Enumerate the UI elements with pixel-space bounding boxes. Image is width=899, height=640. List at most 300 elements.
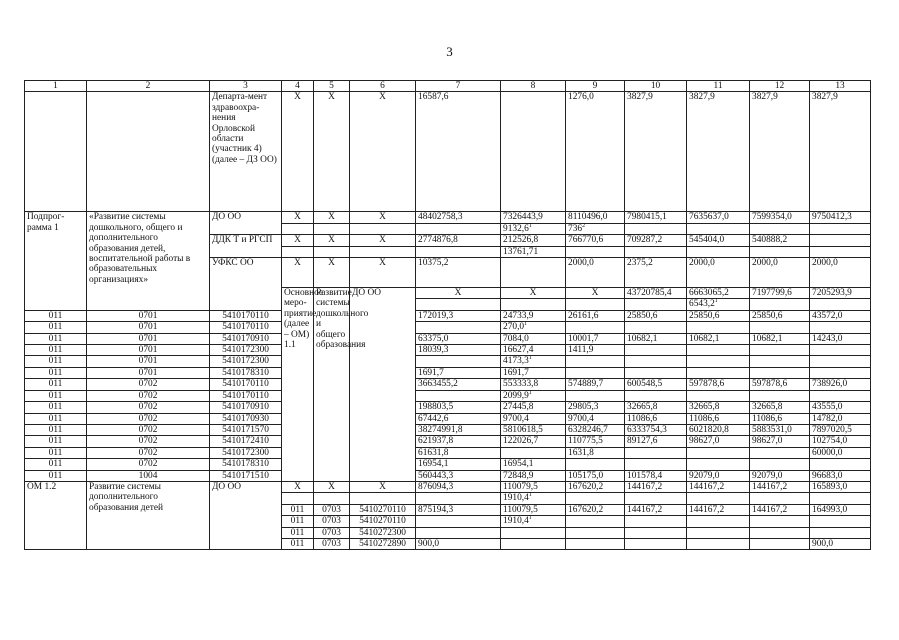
- cell-c8: [501, 322, 566, 333]
- cell-c11: [687, 538, 750, 549]
- cell-c13: 7897020,5: [810, 424, 871, 435]
- cell-c4: Х: [282, 92, 314, 212]
- column-header: 13: [810, 81, 871, 92]
- cell-c10: [625, 493, 687, 504]
- om12-code: ОМ 1.2: [25, 481, 87, 549]
- cell-c5: [314, 223, 350, 234]
- column-header: 1: [25, 81, 87, 92]
- cell-c4: Х: [416, 288, 501, 299]
- cell-c5: 0703: [314, 538, 350, 549]
- cell-c7: 876094,3: [416, 481, 501, 492]
- cell-c12: [750, 527, 810, 538]
- cell-c8: [501, 390, 566, 401]
- cell-c6: 5410172300: [210, 345, 282, 356]
- cell-c11: 6021820,8: [687, 424, 750, 435]
- cell-c4: Х: [282, 258, 314, 288]
- table-row: [25, 345, 871, 356]
- cell-c13: 164993,0: [810, 504, 871, 515]
- cell-c13: [810, 493, 871, 504]
- cell-c8: 9700,4: [501, 413, 566, 424]
- cell-c10: [625, 516, 687, 527]
- footnote-marker: 1: [528, 389, 532, 396]
- cell-c13: [810, 390, 871, 401]
- cell-c5: 0702: [87, 436, 210, 447]
- table-row: [25, 333, 871, 344]
- cell-c8: 1691,7: [501, 367, 566, 378]
- cell-c11: 545404,0: [687, 235, 750, 246]
- om11-code: Основное меро-приятие (далее – ОМ) 1.1: [282, 288, 314, 482]
- cell-c5: Х: [314, 212, 350, 223]
- column-header: 10: [625, 81, 687, 92]
- cell-c8: [501, 493, 566, 504]
- cell-c13: [810, 246, 871, 257]
- cell-c5: 0702: [87, 390, 210, 401]
- cell-c4: [282, 493, 314, 504]
- cell-c11: [687, 345, 750, 356]
- cell-c8: [501, 356, 566, 367]
- footnote-marker: 1: [714, 298, 718, 305]
- cell-c6: 5410171570: [210, 424, 282, 435]
- cell-c12: 2000,0: [750, 258, 810, 288]
- cell-c6: 5410170110: [210, 310, 282, 321]
- cell-c11: 32665,8: [687, 402, 750, 413]
- cell-c10: 11086,6: [625, 413, 687, 424]
- cell-c9: 1631,8: [566, 447, 625, 458]
- cell-c12: 11086,6: [750, 413, 810, 424]
- cell-c5: 0701: [87, 310, 210, 321]
- cell-c5: 0702: [87, 447, 210, 458]
- cell-c4: 011: [25, 333, 87, 344]
- table-body: [25, 81, 871, 550]
- cell-c10: 2375,2: [625, 258, 687, 288]
- cell-c10: 7980415,1: [625, 212, 687, 223]
- cell-c13: 738926,0: [810, 379, 871, 390]
- cell-c7: [416, 390, 501, 401]
- budget-table: [24, 80, 871, 550]
- cell-c4: 011: [25, 447, 87, 458]
- cell-c12: 32665,8: [750, 402, 810, 413]
- cell-c13: [810, 345, 871, 356]
- cell-c7: 16587,6: [416, 92, 501, 212]
- cell-c4: [282, 223, 314, 234]
- om12-name: Развитие системы дополнительного образования детей: [87, 481, 210, 549]
- cell-c9: 10001,7: [566, 333, 625, 344]
- cell-c12: [750, 459, 810, 470]
- cell-c12: [750, 447, 810, 458]
- table-row: [25, 310, 871, 321]
- cell-c8: [501, 516, 566, 527]
- cell-c10: [625, 459, 687, 470]
- cell-c11: [687, 527, 750, 538]
- cell-c5: 0703: [314, 504, 350, 515]
- cell-c8: [501, 538, 566, 549]
- om11-name: Развитие системы дошкольного и общего образования: [314, 288, 350, 482]
- cell-c9: [566, 223, 625, 234]
- cell-c8: 110079,5: [501, 481, 566, 492]
- cell-c5: 0702: [87, 402, 210, 413]
- cell-c5: Х: [314, 258, 350, 288]
- cell-c5: Х: [314, 92, 350, 212]
- cell-c4: 011: [282, 538, 314, 549]
- column-header: 8: [501, 81, 566, 92]
- footnote-marker: 1: [528, 355, 532, 362]
- cell-c13: [810, 235, 871, 246]
- cell-c7: 900,0: [416, 538, 501, 549]
- cell-c10: 10682,1: [625, 333, 687, 344]
- cell-c9: 2000,0: [566, 258, 625, 288]
- cell-c9: 574889,7: [566, 379, 625, 390]
- table-row: [25, 92, 871, 212]
- footnote-marker: 2: [582, 222, 586, 229]
- cell-c13: [810, 356, 871, 367]
- footnote-marker: 1: [528, 222, 532, 229]
- cell-value: 2099,9: [503, 390, 529, 401]
- cell-c13: [810, 527, 871, 538]
- cell-c6: 5410270110: [350, 504, 416, 515]
- cell-c12: 144167,2: [750, 481, 810, 492]
- cell-c5: 0703: [314, 516, 350, 527]
- cell-c9: [566, 322, 625, 333]
- column-header: 12: [750, 81, 810, 92]
- cell-c8: 5810618,5: [501, 424, 566, 435]
- cell-c6: [350, 493, 416, 504]
- cell-c13: 14782,0: [810, 413, 871, 424]
- cell-c10: [810, 299, 871, 310]
- cell-c7: 43720785,4: [625, 288, 687, 299]
- cell-c8: 7084,0: [501, 333, 566, 344]
- cell-c12: 540888,2: [750, 235, 810, 246]
- cell-c11: [687, 516, 750, 527]
- cell-c4: 011: [282, 504, 314, 515]
- cell-c4: 011: [282, 516, 314, 527]
- cell-c10: 89127,6: [625, 436, 687, 447]
- cell-c5: [314, 246, 350, 257]
- cell-value: 736: [568, 223, 583, 234]
- cell-c5: 0702: [87, 413, 210, 424]
- cell-c10: [625, 447, 687, 458]
- cell-c7: 621937,8: [416, 436, 501, 447]
- cell-c11: 144167,2: [687, 504, 750, 515]
- cell-c11: [687, 390, 750, 401]
- cell-c12: [750, 223, 810, 234]
- cell-c9: [566, 527, 625, 538]
- cell-c7: [416, 223, 501, 234]
- cell-c7: 61631,8: [416, 447, 501, 458]
- cell-c10: 32665,8: [625, 402, 687, 413]
- cell-c6: 5410170110: [210, 322, 282, 333]
- cell-c5: Х: [314, 235, 350, 246]
- cell-c9: 1411,9: [566, 345, 625, 356]
- cell-c9: 29805,3: [566, 402, 625, 413]
- cell-c7: 2774876,8: [416, 235, 501, 246]
- cell-c6: 5410272300: [350, 527, 416, 538]
- participant-dz: Департа-мент здравоохра-нения Орловской области (участник 4) (далее – ДЗ ОО): [210, 92, 282, 212]
- cell-c10: 144167,2: [625, 481, 687, 492]
- cell-c13: 3827,9: [810, 92, 871, 212]
- cell-c9: [566, 516, 625, 527]
- cell-c5: 0702: [87, 424, 210, 435]
- cell-c9: 766770,6: [566, 235, 625, 246]
- column-header: 2: [87, 81, 210, 92]
- participant-ddkt: ДДК Т и РГСП: [210, 235, 282, 258]
- cell-c13: 2000,0: [810, 258, 871, 288]
- cell-c12: [750, 390, 810, 401]
- cell-c6: 5410178310: [210, 367, 282, 378]
- cell-c10: 3827,9: [625, 92, 687, 212]
- cell-c12: 597878,6: [750, 379, 810, 390]
- table-row: [25, 413, 871, 424]
- column-header: 6: [350, 81, 416, 92]
- cell-c4: 011: [25, 379, 87, 390]
- cell-c7: 38274991,8: [416, 424, 501, 435]
- cell-c8: [501, 258, 566, 288]
- cell-c4: [416, 299, 501, 310]
- cell-value: 4173,3: [503, 356, 529, 367]
- cell-c4: 011: [282, 527, 314, 538]
- column-header: 5: [314, 81, 350, 92]
- cell-c5: 0702: [87, 459, 210, 470]
- cell-c9: [566, 493, 625, 504]
- table-row: [25, 390, 871, 401]
- table-row: [25, 379, 871, 390]
- cell-c6: 5410178310: [210, 459, 282, 470]
- participant-do: ДО ОО: [210, 212, 282, 235]
- cell-c13: 14243,0: [810, 333, 871, 344]
- cell-c10: [625, 356, 687, 367]
- table-row: [25, 367, 871, 378]
- cell-c8: 13761,71: [501, 246, 566, 257]
- cell-c11: 92079,0: [687, 470, 750, 481]
- cell-c8: 24733,9: [501, 310, 566, 321]
- cell-c4: Х: [282, 481, 314, 492]
- cell-c10: [625, 390, 687, 401]
- cell-c7: 67442,6: [416, 413, 501, 424]
- cell-c13: 60000,0: [810, 447, 871, 458]
- cell-c4: 011: [25, 322, 87, 333]
- cell-c9: 7197799,6: [750, 288, 810, 299]
- cell-c5: 0703: [314, 527, 350, 538]
- cell-c9: [566, 356, 625, 367]
- cell-c11: 597878,6: [687, 379, 750, 390]
- cell-c5: Х: [501, 288, 566, 299]
- cell-c5: 0702: [87, 379, 210, 390]
- cell-c11: 144167,2: [687, 481, 750, 492]
- cell-c8: 72848,9: [501, 470, 566, 481]
- cell-c12: [750, 538, 810, 549]
- cell-c11: [687, 322, 750, 333]
- cell-c12: 92079,0: [750, 470, 810, 481]
- cell-c8: 16954,1: [501, 459, 566, 470]
- cell-c13: 102754,0: [810, 436, 871, 447]
- column-header: 7: [416, 81, 501, 92]
- cell-c10: 709287,2: [625, 235, 687, 246]
- cell-c8: [501, 447, 566, 458]
- cell-c6: Х: [350, 235, 416, 246]
- cell-c11: [687, 459, 750, 470]
- cell-c5: 1004: [87, 470, 210, 481]
- cell-c10: [625, 322, 687, 333]
- cell-c5: Х: [314, 481, 350, 492]
- cell-c10: [625, 538, 687, 549]
- cell-c5: 0701: [87, 356, 210, 367]
- cell-c11: [687, 223, 750, 234]
- cell-c6: Х: [350, 212, 416, 223]
- cell-c9: 9700,4: [566, 413, 625, 424]
- cell-c13: [810, 459, 871, 470]
- cell-c6: 5410270110: [350, 516, 416, 527]
- cell-c7: 875194,3: [416, 504, 501, 515]
- cell-c4: Х: [282, 212, 314, 223]
- cell-c7: [416, 516, 501, 527]
- participant-do: ДО ОО: [210, 481, 282, 549]
- cell-c10: [625, 367, 687, 378]
- cell-c12: [750, 367, 810, 378]
- cell-c8: 7326443,9: [501, 212, 566, 223]
- cell-c8: [501, 223, 566, 234]
- cell-c7: [625, 299, 687, 310]
- cell-c5: [501, 299, 566, 310]
- cell-c5: 0701: [87, 322, 210, 333]
- cell-c10: 600548,5: [625, 379, 687, 390]
- cell-c13: 900,0: [810, 538, 871, 549]
- cell-c7: [416, 493, 501, 504]
- cell-c9: 110775,5: [566, 436, 625, 447]
- subprogram-name: «Развитие системы дошкольного, общего и дополнительного образования детей, воспитательной работы в образовательных организациях»: [87, 212, 210, 310]
- column-header: 4: [282, 81, 314, 92]
- cell-c8: [501, 92, 566, 212]
- cell-c9: 1276,0: [566, 92, 625, 212]
- cell-c10: [625, 527, 687, 538]
- cell-c11: 7635637,0: [687, 212, 750, 223]
- cell-c7: [416, 246, 501, 257]
- cell-c4: 011: [25, 459, 87, 470]
- cell-c6: Х: [350, 92, 416, 212]
- cell-c11: 2000,0: [687, 258, 750, 288]
- cell-c8: [687, 299, 750, 310]
- cell-c11: 10682,1: [687, 333, 750, 344]
- cell-c4: 011: [25, 345, 87, 356]
- program-name: [87, 92, 210, 212]
- cell-c4: 011: [25, 424, 87, 435]
- cell-c12: [750, 356, 810, 367]
- cell-c4: 011: [25, 436, 87, 447]
- cell-c12: 144167,2: [750, 504, 810, 515]
- cell-c7: [416, 356, 501, 367]
- cell-c11: 11086,6: [687, 413, 750, 424]
- cell-c6: 5410170910: [210, 333, 282, 344]
- cell-c7: 3663455,2: [416, 379, 501, 390]
- cell-c10: [625, 223, 687, 234]
- cell-c12: [750, 345, 810, 356]
- cell-c10: 6333754,3: [625, 424, 687, 435]
- cell-c6: 5410170930: [210, 413, 282, 424]
- cell-value: 1910,4: [503, 516, 529, 527]
- cell-c5: [314, 493, 350, 504]
- cell-c11: 98627,0: [687, 436, 750, 447]
- cell-c12: 10682,1: [750, 333, 810, 344]
- table-row: [25, 212, 871, 223]
- cell-c4: 011: [25, 390, 87, 401]
- cell-c4: 011: [25, 402, 87, 413]
- table-row: [25, 424, 871, 435]
- column-header: 9: [566, 81, 625, 92]
- cell-c9: [566, 246, 625, 257]
- subprogram-code: Подпрог-рамма 1: [25, 212, 87, 310]
- cell-c6: Х: [566, 288, 625, 299]
- cell-c7: 172019,3: [416, 310, 501, 321]
- cell-c4: 011: [25, 413, 87, 424]
- column-header: 3: [210, 81, 282, 92]
- cell-c4: 011: [25, 310, 87, 321]
- cell-c13: 43555,0: [810, 402, 871, 413]
- cell-c12: [750, 516, 810, 527]
- cell-c12: 7599354,0: [750, 212, 810, 223]
- cell-c8: [501, 527, 566, 538]
- cell-c12: [750, 493, 810, 504]
- program-code: [25, 92, 87, 212]
- footnote-marker: 1: [528, 515, 532, 522]
- cell-c7: 560443,3: [416, 470, 501, 481]
- cell-c4: Х: [282, 235, 314, 246]
- cell-c4: 011: [25, 470, 87, 481]
- cell-c10: [625, 246, 687, 257]
- table-row: [25, 470, 871, 481]
- cell-c13: [810, 322, 871, 333]
- cell-c5: 0701: [87, 367, 210, 378]
- cell-c9: [566, 367, 625, 378]
- cell-c9: 167620,2: [566, 481, 625, 492]
- cell-c11: [687, 367, 750, 378]
- cell-c10: 144167,2: [625, 504, 687, 515]
- cell-c13: 96683,0: [810, 470, 871, 481]
- cell-c6: 5410171510: [210, 470, 282, 481]
- cell-c7: 16954,1: [416, 459, 501, 470]
- cell-c12: [750, 246, 810, 257]
- cell-c6: [350, 223, 416, 234]
- cell-c7: 198803,5: [416, 402, 501, 413]
- cell-c7: 63375,0: [416, 333, 501, 344]
- cell-c12: 25850,6: [750, 310, 810, 321]
- cell-c6: [566, 299, 625, 310]
- cell-c12: 98627,0: [750, 436, 810, 447]
- cell-value: 6543,2: [689, 299, 715, 310]
- cell-c10: [625, 345, 687, 356]
- table-row: [25, 402, 871, 413]
- cell-c11: [687, 246, 750, 257]
- cell-c7: 48402758,3: [416, 212, 501, 223]
- cell-c7: 18039,3: [416, 345, 501, 356]
- cell-c5: 0701: [87, 333, 210, 344]
- cell-c6: 5410172300: [210, 356, 282, 367]
- cell-c12: 3827,9: [750, 92, 810, 212]
- cell-c7: 10375,2: [416, 258, 501, 288]
- table-row: [25, 459, 871, 470]
- cell-c8: 212526,8: [501, 235, 566, 246]
- cell-c12: 5883531,0: [750, 424, 810, 435]
- page-number: 3: [446, 44, 453, 59]
- participant-ufks: УФКС ОО: [210, 258, 282, 311]
- cell-c7: 1691,7: [416, 367, 501, 378]
- cell-c11: 25850,6: [687, 310, 750, 321]
- cell-c9: 8110496,0: [566, 212, 625, 223]
- cell-c9: [750, 299, 810, 310]
- cell-c13: 9750412,3: [810, 212, 871, 223]
- cell-c11: [687, 356, 750, 367]
- cell-c13: [810, 367, 871, 378]
- cell-c11: [687, 493, 750, 504]
- participant-do: ДО ОО: [350, 288, 416, 482]
- table-row: [25, 447, 871, 458]
